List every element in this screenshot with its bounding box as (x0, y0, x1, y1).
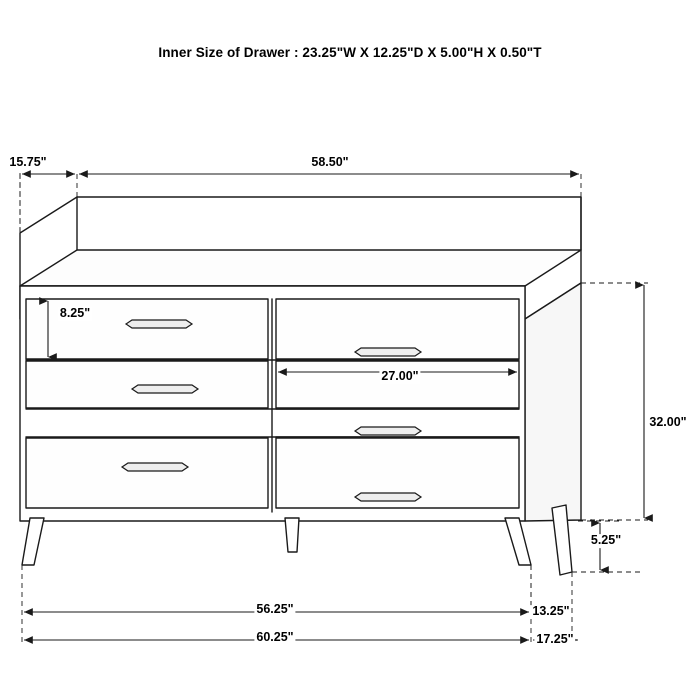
dimension-label-depth-top-left: 15.75" (9, 155, 47, 170)
dimension-label-width-base-inner: 56.25" (256, 602, 294, 617)
dimension-label-drawer-width: 27.00" (381, 369, 419, 384)
dimension-label-depth-base: 13.25" (532, 604, 570, 619)
dimension-label-width-top: 58.50" (311, 155, 349, 170)
dimension-label-drawer-height: 8.25" (59, 306, 91, 321)
dimension-label-width-base-outer: 60.25" (256, 630, 294, 645)
dimension-label-leg-height: 5.25" (590, 533, 622, 548)
page-title: Inner Size of Drawer : 23.25"W X 12.25"D X 5.00"H X 0.50"T (158, 45, 542, 60)
dimension-label-depth-base-outer: 17.25" (536, 632, 574, 647)
dimension-label-height-total: 32.00" (649, 415, 687, 430)
